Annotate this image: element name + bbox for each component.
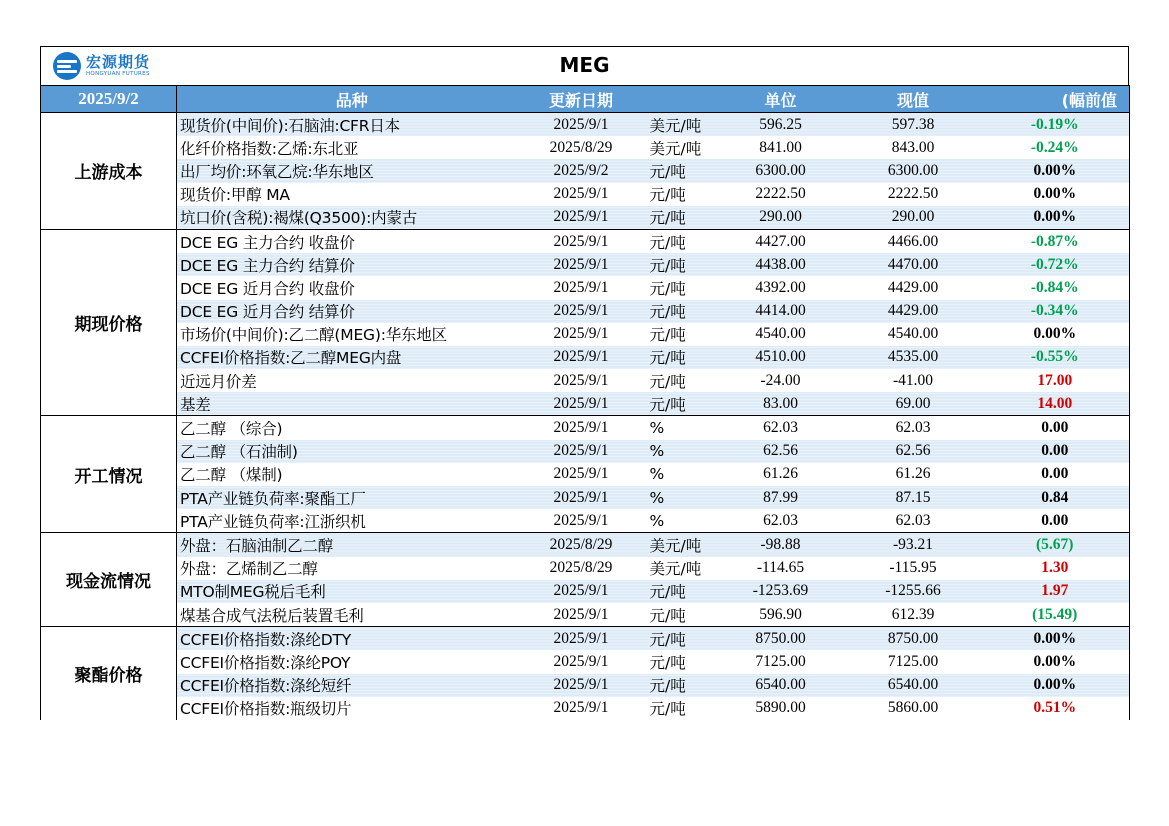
row-previous-value: 290.00 [846, 206, 981, 230]
row-previous-value: 62.56 [846, 440, 981, 463]
category-label: 现金流情况 [41, 533, 177, 627]
spreadsheet [40, 46, 1129, 720]
table-row [41, 509, 1130, 533]
table-row [41, 392, 1130, 416]
row-change: (15.49) [981, 603, 1130, 627]
header-update-date: 更新日期 [527, 86, 636, 113]
row-previous-value: 62.03 [846, 416, 981, 440]
row-name: 化纤价格指数:乙烯:东北亚 [180, 139, 359, 158]
category-label: 期现价格 [41, 229, 177, 416]
table-row [41, 113, 1130, 137]
row-previous-value: 4540.00 [887, 325, 939, 343]
row-previous-value: -41.00 [892, 371, 934, 389]
row-change: 14.00 [981, 392, 1130, 416]
row-change: 0.00% [981, 627, 1130, 651]
row-current-value: 62.03 [716, 416, 846, 440]
row-update-date: 2025/9/1 [527, 392, 636, 416]
row-name: CCFEI价格指数:涤纶DTY [177, 627, 527, 651]
table-row [41, 229, 1130, 253]
row-current-value: 6300.00 [716, 159, 846, 182]
row-update-date: 2025/9/1 [527, 416, 636, 440]
table-row [41, 650, 1130, 673]
row-change: -0.84% [981, 276, 1130, 299]
row-unit: % [636, 416, 716, 440]
row-change: 17.00 [981, 369, 1130, 392]
data-table [40, 85, 1130, 720]
row-unit: % [636, 486, 716, 509]
row-name: MTO制MEG税后毛利 [177, 580, 527, 603]
row-unit: 元/吨 [649, 606, 686, 625]
row-name: 市场价(中间价):乙二醇(MEG):华东地区 [180, 326, 447, 345]
row-update-date: 2025/9/1 [553, 605, 609, 623]
row-update-date: 2025/9/1 [527, 300, 636, 323]
row-name: 现货价(中间价):石脑油:CFR日本 [177, 113, 527, 137]
row-name: 乙二醇 （综合) [177, 416, 527, 440]
row-change: 0.00% [981, 323, 1130, 346]
row-current-value: -24.00 [760, 371, 801, 389]
row-name: 坑口价(含税):褐煤(Q3500):内蒙古 [177, 206, 527, 230]
row-change: 1.30 [981, 557, 1130, 580]
row-current-value: 290.00 [716, 206, 846, 230]
row-update-date: 2025/9/1 [527, 486, 636, 509]
row-update-date: 2025/8/29 [527, 533, 636, 557]
row-current-value: 596.90 [759, 605, 802, 623]
header-unit: 单位 [716, 86, 846, 113]
row-previous-value: 5860.00 [887, 699, 939, 717]
row-update-date: 2025/9/1 [527, 440, 636, 463]
row-name: 外盘：石脑油制乙二醇 [177, 533, 527, 557]
row-unit: 元/吨 [636, 229, 716, 253]
row-previous-value: -115.95 [889, 559, 937, 577]
table-row [41, 346, 1130, 369]
row-current-value: 7125.00 [755, 652, 806, 670]
row-name: 乙二醇 （煤制) [180, 466, 283, 485]
row-unit: 元/吨 [636, 627, 716, 651]
row-name: DCE EG 主力合约 结算价 [177, 253, 527, 276]
row-change: 0.84 [981, 486, 1130, 509]
table-row [41, 533, 1130, 557]
row-name: 外盘：乙烯制乙二醇 [180, 560, 318, 579]
row-previous-value: 87.15 [846, 486, 981, 509]
row-name: CCFEI价格指数:涤纶POY [180, 653, 351, 672]
row-update-date: 2025/9/2 [527, 159, 636, 182]
table-row [41, 627, 1130, 651]
row-current-value: 4392.00 [755, 278, 806, 296]
row-update-date: 2025/9/1 [553, 278, 609, 296]
row-unit: % [636, 440, 716, 463]
row-current-value: 596.25 [716, 113, 846, 137]
row-current-value: 62.03 [763, 511, 798, 529]
header-previous: (幅前值 [981, 86, 1130, 113]
header-row [41, 86, 1130, 113]
header-current: 现值 [846, 86, 981, 113]
row-name: PTA产业链负荷率:聚酯工厂 [177, 486, 527, 509]
row-change: -0.19% [981, 113, 1130, 137]
row-update-date: 2025/9/1 [553, 652, 609, 670]
row-change: -0.72% [981, 253, 1130, 276]
table-row [41, 253, 1130, 276]
row-update-date: 2025/9/1 [553, 465, 609, 483]
row-unit: 元/吨 [649, 186, 686, 205]
row-name: CCFEI价格指数:乙二醇MEG内盘 [177, 346, 527, 369]
row-unit: 元/吨 [649, 279, 686, 298]
row-update-date: 2025/9/1 [527, 627, 636, 651]
row-previous-value: 612.39 [891, 605, 935, 623]
table-row [41, 557, 1130, 580]
table-row [41, 603, 1130, 627]
page-title: MEG [559, 53, 610, 77]
row-unit: 元/吨 [649, 326, 686, 345]
row-update-date: 2025/9/1 [527, 346, 636, 369]
row-previous-value: 2222.50 [887, 185, 939, 203]
row-previous-value: 61.26 [895, 465, 931, 483]
row-name: 现货价:甲醇 MA [180, 186, 290, 205]
table-row [41, 276, 1130, 299]
row-unit: 元/吨 [636, 206, 716, 230]
row-unit: 元/吨 [636, 674, 716, 697]
category-label: 开工情况 [41, 416, 177, 533]
row-unit: 元/吨 [649, 653, 686, 672]
row-update-date: 2025/9/1 [527, 229, 636, 253]
row-unit: 美元/吨 [636, 113, 716, 137]
row-current-value: 4540.00 [755, 325, 806, 343]
row-update-date: 2025/8/29 [549, 559, 613, 577]
row-update-date: 2025/9/1 [553, 325, 609, 343]
table-row [41, 580, 1130, 603]
row-name: 出厂均价:环氧乙烷:华东地区 [177, 159, 527, 182]
row-previous-value: 4470.00 [846, 253, 981, 276]
row-change: -0.87% [981, 229, 1130, 253]
row-unit: % [649, 511, 665, 530]
row-change: (5.67) [981, 533, 1130, 557]
row-previous-value: -1255.66 [846, 580, 981, 603]
row-name: CCFEI价格指数:涤纶短纤 [177, 674, 527, 697]
row-unit: 元/吨 [636, 580, 716, 603]
row-unit: 美元/吨 [636, 533, 716, 557]
row-current-value: 4414.00 [716, 300, 846, 323]
row-name: 近远月价差 [180, 372, 257, 391]
row-change: -0.34% [981, 300, 1130, 323]
row-current-value: -114.65 [756, 559, 805, 577]
table-row [41, 300, 1130, 323]
row-update-date: 2025/9/1 [527, 674, 636, 697]
row-current-value: 8750.00 [716, 627, 846, 651]
category-label: 聚酯价格 [41, 627, 177, 720]
row-current-value: 5890.00 [755, 699, 806, 717]
row-change: 1.97 [981, 580, 1130, 603]
row-change: 0.00% [981, 206, 1130, 230]
row-update-date: 2025/9/1 [553, 185, 609, 203]
row-unit: 美元/吨 [649, 560, 702, 579]
header-variety: 品种 [177, 86, 527, 113]
row-change: 0.00 [981, 463, 1130, 486]
row-update-date: 2025/9/1 [527, 113, 636, 137]
row-update-date: 2025/9/1 [527, 206, 636, 230]
table-row [41, 440, 1130, 463]
row-change: 0.00 [981, 416, 1130, 440]
table-row [41, 486, 1130, 509]
row-previous-value: -93.21 [846, 533, 981, 557]
row-current-value: 4510.00 [716, 346, 846, 369]
row-current-value: 83.00 [716, 392, 846, 416]
row-name: DCE EG 近月合约 收盘价 [180, 279, 355, 298]
table-row [41, 674, 1130, 697]
row-update-date: 2025/9/1 [553, 699, 609, 717]
row-previous-value: 69.00 [846, 392, 981, 416]
row-current-value: 4427.00 [716, 229, 846, 253]
table-row [41, 697, 1130, 720]
row-current-value: 4438.00 [716, 253, 846, 276]
row-current-value: 6540.00 [716, 674, 846, 697]
row-unit: 元/吨 [636, 392, 716, 416]
title-bar [40, 46, 1129, 85]
table-row [41, 369, 1130, 392]
row-previous-value: 4466.00 [846, 229, 981, 253]
row-name: CCFEI价格指数:瓶级切片 [180, 700, 352, 719]
row-previous-value: 7125.00 [887, 652, 939, 670]
row-previous-value: 62.03 [895, 511, 931, 529]
row-current-value: 2222.50 [755, 185, 806, 203]
header-report-date: 2025/9/2 [41, 86, 177, 113]
row-previous-value: 6300.00 [846, 159, 981, 182]
row-previous-value: 8750.00 [846, 627, 981, 651]
table-row [41, 136, 1130, 159]
row-current-value: 61.26 [763, 465, 798, 483]
row-update-date: 2025/9/1 [527, 253, 636, 276]
row-unit: 美元/吨 [649, 139, 702, 158]
row-name: DCE EG 主力合约 收盘价 [177, 229, 527, 253]
row-previous-value: 4429.00 [846, 300, 981, 323]
header-unit-spacer [636, 86, 716, 113]
row-previous-value: 4535.00 [846, 346, 981, 369]
table-row [41, 323, 1130, 346]
row-update-date: 2025/9/1 [553, 371, 609, 389]
table-row [41, 463, 1130, 486]
row-change: -0.55% [981, 346, 1130, 369]
row-name: 基差 [177, 392, 527, 416]
row-current-value: -1253.69 [716, 580, 846, 603]
row-unit: 元/吨 [636, 300, 716, 323]
row-previous-value: 843.00 [891, 138, 935, 156]
row-unit: 元/吨 [636, 159, 716, 182]
table-row [41, 416, 1130, 440]
row-previous-value: 597.38 [846, 113, 981, 137]
row-update-date: 2025/9/1 [553, 511, 609, 529]
row-change: 0.00 [981, 440, 1130, 463]
row-change: 0.00 [981, 509, 1130, 533]
row-current-value: 87.99 [716, 486, 846, 509]
row-previous-value: 4429.00 [887, 278, 939, 296]
category-label: 上游成本 [41, 113, 177, 230]
row-change: 0.00% [981, 674, 1130, 697]
row-name: PTA产业链负荷率:江浙织机 [180, 512, 366, 531]
table-row [41, 206, 1130, 230]
row-name: 乙二醇 （石油制) [177, 440, 527, 463]
logo-en-text: HONGYUAN FUTURES [86, 70, 150, 77]
row-change: 0.00% [981, 183, 1130, 206]
row-change: 0.00% [981, 159, 1130, 182]
row-unit: 元/吨 [649, 372, 686, 391]
row-current-value: -98.88 [716, 533, 846, 557]
table-row [41, 159, 1130, 182]
row-change: 0.51% [981, 697, 1130, 720]
row-change: 0.00% [981, 650, 1130, 673]
row-update-date: 2025/9/1 [527, 580, 636, 603]
row-current-value: 62.56 [716, 440, 846, 463]
row-name: DCE EG 近月合约 结算价 [177, 300, 527, 323]
row-unit: 元/吨 [636, 346, 716, 369]
row-change: -0.24% [981, 136, 1130, 159]
row-name: 煤基合成气法税后装置毛利 [180, 606, 364, 625]
logo-cn-text: 宏源期货 [86, 52, 151, 71]
row-unit: % [649, 465, 665, 484]
row-current-value: 841.00 [759, 138, 802, 156]
row-unit: 元/吨 [649, 700, 686, 719]
row-unit: 元/吨 [636, 253, 716, 276]
table-row [41, 183, 1130, 206]
row-previous-value: 6540.00 [846, 674, 981, 697]
row-update-date: 2025/8/29 [549, 138, 613, 156]
